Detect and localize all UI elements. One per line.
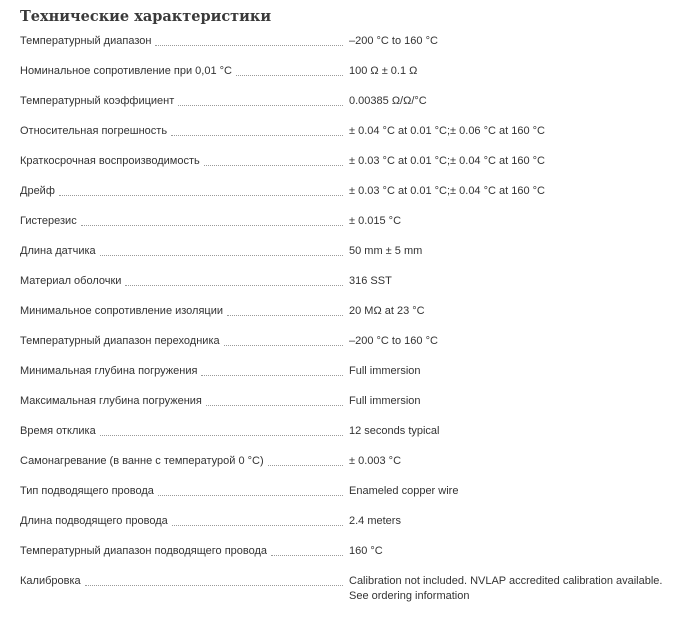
spec-row — [20, 124, 675, 154]
spec-label: Максимальная глубина погружения — [20, 395, 202, 407]
spec-label: Материал оболочки — [20, 275, 122, 287]
dotted-leader — [85, 584, 343, 586]
spec-value: ± 0.015 °C — [349, 215, 402, 227]
dotted-leader — [206, 404, 343, 406]
spec-row — [20, 274, 675, 304]
spec-value: 0.00385 Ω/Ω/°C — [349, 95, 427, 107]
spec-row — [20, 574, 675, 608]
spec-value: 316 SST — [349, 275, 392, 287]
spec-value: –200 °C to 160 °C — [349, 335, 438, 347]
spec-row — [20, 514, 675, 544]
spec-value: ± 0.04 °C at 0.01 °C;± 0.06 °C at 160 °C — [349, 125, 545, 137]
spec-row — [20, 94, 675, 124]
spec-label: Температурный диапазон переходника — [20, 335, 220, 347]
spec-value: ± 0.03 °C at 0.01 °C;± 0.04 °C at 160 °C — [349, 155, 545, 167]
dotted-leader — [158, 494, 343, 496]
spec-label: Тип подводящего провода — [20, 485, 154, 497]
section-title: Технические характеристики — [20, 8, 272, 25]
spec-row — [20, 244, 675, 274]
spec-value: Full immersion — [349, 395, 421, 407]
spec-label: Самонагревание (в ванне с температурой 0 °C) — [20, 455, 264, 467]
spec-label: Время отклика — [20, 425, 96, 437]
spec-value: 12 seconds typical — [349, 425, 440, 437]
spec-value: ± 0.003 °C — [349, 455, 402, 467]
dotted-leader — [81, 224, 343, 226]
spec-value: Calibration not included. NVLAP accredited calibration available. See ordering information — [349, 575, 663, 602]
spec-label: Длина датчика — [20, 245, 96, 257]
spec-value: 50 mm ± 5 mm — [349, 245, 423, 257]
spec-row — [20, 34, 675, 64]
spec-label: Номинальное сопротивление при 0,01 °C — [20, 65, 232, 77]
dotted-leader — [271, 554, 343, 556]
dotted-leader — [59, 194, 343, 196]
spec-label: Краткосрочная воспроизводимость — [20, 155, 200, 167]
spec-label: Гистерезис — [20, 215, 77, 227]
dotted-leader — [236, 74, 343, 76]
dotted-leader — [100, 254, 343, 256]
dotted-leader — [201, 374, 343, 376]
spec-value: 100 Ω ± 0.1 Ω — [349, 65, 418, 77]
dotted-leader — [100, 434, 343, 436]
spec-label: Относительная погрешность — [20, 125, 168, 137]
spec-label: Дрейф — [20, 185, 55, 197]
spec-row — [20, 424, 675, 454]
spec-value: 2.4 meters — [349, 515, 401, 527]
spec-row — [20, 304, 675, 334]
spec-label: Температурный диапазон подводящего провода — [20, 545, 268, 557]
spec-row — [20, 64, 675, 94]
dotted-leader — [125, 284, 343, 286]
spec-row — [20, 334, 675, 364]
dotted-leader — [268, 464, 343, 466]
spec-row — [20, 184, 675, 214]
spec-label: Температурный коэффициент — [20, 95, 175, 107]
spec-row — [20, 454, 675, 484]
spec-value: 20 MΩ at 23 °C — [349, 305, 425, 317]
spec-label: Длина подводящего провода — [20, 515, 168, 527]
dotted-leader — [224, 344, 343, 346]
dotted-leader — [172, 524, 343, 526]
spec-row — [20, 364, 675, 394]
dotted-leader — [171, 134, 343, 136]
dotted-leader — [155, 44, 343, 46]
spec-value: Enameled copper wire — [349, 485, 459, 497]
spec-label: Калибровка — [20, 575, 81, 587]
spec-value: ± 0.03 °C at 0.01 °C;± 0.04 °C at 160 °C — [349, 185, 545, 197]
spec-value: Full immersion — [349, 365, 421, 377]
spec-row — [20, 214, 675, 244]
spec-row — [20, 154, 675, 184]
spec-label: Минимальная глубина погружения — [20, 365, 198, 377]
spec-value: –200 °C to 160 °C — [349, 35, 438, 47]
dotted-leader — [204, 164, 343, 166]
spec-label: Температурный диапазон — [20, 35, 152, 47]
spec-row — [20, 394, 675, 424]
spec-value: 160 °C — [349, 545, 383, 557]
spec-row — [20, 484, 675, 514]
spec-table — [20, 34, 675, 608]
dotted-leader — [178, 104, 343, 106]
spec-label: Минимальное сопротивление изоляции — [20, 305, 224, 317]
spec-row — [20, 544, 675, 574]
dotted-leader — [227, 314, 343, 316]
